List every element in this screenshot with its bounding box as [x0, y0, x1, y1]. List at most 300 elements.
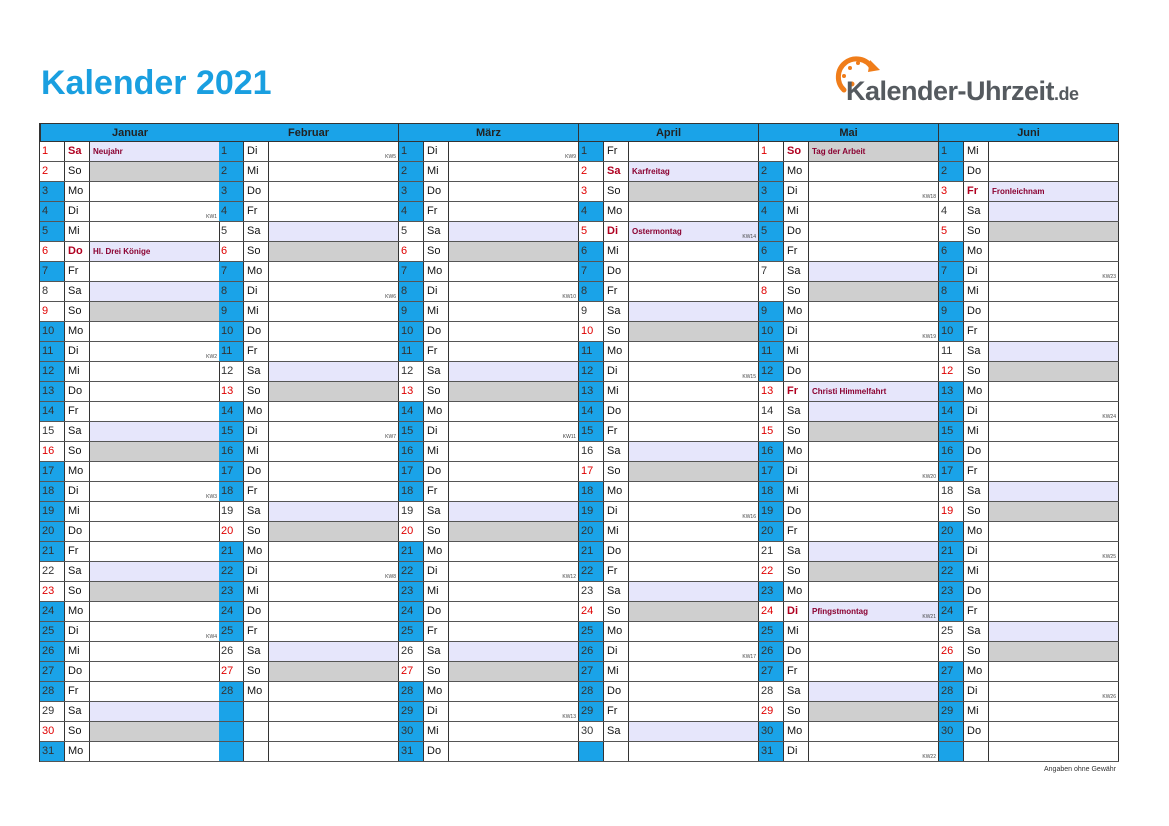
day-row: [939, 602, 1119, 622]
day-row: [759, 582, 939, 602]
day-row: [939, 462, 1119, 482]
day-number: 1: [219, 142, 244, 161]
weekday: Fr: [65, 542, 90, 561]
weekday: Mi: [424, 582, 449, 601]
day-note: [90, 522, 220, 541]
day-row: [759, 542, 939, 562]
day-note: [449, 602, 579, 621]
disclaimer: Angaben ohne Gewähr: [1044, 766, 1116, 773]
day-number: 8: [40, 282, 65, 301]
day-number: 22: [40, 562, 65, 581]
weekday: So: [65, 302, 90, 321]
day-note: [809, 682, 939, 701]
day-note: [629, 682, 759, 701]
day-number: 24: [759, 602, 784, 621]
weekday: Do: [964, 302, 989, 321]
weekday: Mo: [604, 202, 629, 221]
holiday-label: Fronleichnam: [992, 187, 1045, 196]
day-number: 15: [939, 422, 964, 441]
day-note: [90, 642, 220, 661]
day-note: [809, 282, 939, 301]
day-row: [579, 622, 759, 642]
day-row: [399, 462, 579, 482]
day-note: [90, 502, 220, 521]
weekday: Do: [65, 242, 90, 261]
day-note: [629, 402, 759, 421]
day-note: [809, 262, 939, 281]
day-note: [809, 142, 939, 161]
day-note: [269, 182, 399, 201]
month-header: Mai: [759, 123, 939, 142]
day-note: [269, 382, 399, 401]
day-note: [90, 382, 220, 401]
holiday-label: Neujahr: [93, 147, 123, 156]
day-row: [399, 742, 579, 762]
weekday: Do: [604, 402, 629, 421]
day-number: 8: [219, 282, 244, 301]
day-number: 18: [579, 482, 604, 501]
weekday: Sa: [964, 482, 989, 501]
day-row: [759, 302, 939, 322]
weekday: So: [604, 182, 629, 201]
day-note: [269, 302, 399, 321]
weekday: Di: [424, 142, 449, 161]
day-number: 3: [579, 182, 604, 201]
day-note: [989, 302, 1119, 321]
day-note: [449, 302, 579, 321]
weekday: Sa: [604, 582, 629, 601]
day-number: 19: [579, 502, 604, 521]
day-row: [40, 742, 220, 762]
day-row: [40, 662, 220, 682]
day-number: 21: [219, 542, 244, 561]
weekday: Mo: [65, 182, 90, 201]
weekday: Fr: [604, 282, 629, 301]
week-number: KW21: [922, 614, 936, 620]
day-number: 6: [939, 242, 964, 261]
holiday-label: Karfreitag: [632, 167, 670, 176]
day-number: 30: [759, 722, 784, 741]
weekday: So: [784, 282, 809, 301]
week-number: KW18: [922, 194, 936, 200]
day-note: [989, 162, 1119, 181]
weekday: Mi: [604, 242, 629, 261]
day-note: [269, 502, 399, 521]
weekday: Sa: [65, 422, 90, 441]
day-number: 23: [40, 582, 65, 601]
day-row: [40, 422, 220, 442]
weekday: Fr: [964, 602, 989, 621]
day-number: 19: [219, 502, 244, 521]
day-row: [939, 142, 1119, 162]
day-row: [759, 202, 939, 222]
day-number: 24: [399, 602, 424, 621]
day-note: [629, 182, 759, 201]
day-note: [809, 502, 939, 521]
week-number: KW5: [385, 154, 396, 160]
day-number: 1: [399, 142, 424, 161]
day-note: [809, 522, 939, 541]
day-note: [449, 282, 579, 301]
day-number: 9: [759, 302, 784, 321]
weekday: Mo: [964, 242, 989, 261]
day-note: [269, 282, 399, 301]
day-note: [989, 242, 1119, 261]
day-note: [989, 382, 1119, 401]
day-note: [449, 502, 579, 521]
day-note: [90, 682, 220, 701]
day-number: 24: [579, 602, 604, 621]
day-row: [40, 342, 220, 362]
day-note: [989, 522, 1119, 541]
day-note: [449, 422, 579, 441]
day-number: 1: [579, 142, 604, 161]
week-number: KW26: [1102, 694, 1116, 700]
day-row: [40, 382, 220, 402]
day-number: 5: [759, 222, 784, 241]
weekday: Di: [964, 542, 989, 561]
day-note: [90, 602, 220, 621]
weekday: Fr: [604, 422, 629, 441]
day-note: [809, 742, 939, 761]
day-note: [629, 522, 759, 541]
day-number: 15: [40, 422, 65, 441]
day-number: 12: [579, 362, 604, 381]
weekday: Sa: [65, 142, 90, 161]
weekday: Mo: [244, 262, 269, 281]
weekday: Fr: [784, 522, 809, 541]
day-note: [629, 162, 759, 181]
weekday: So: [604, 462, 629, 481]
weekday: Mo: [604, 482, 629, 501]
weekday: [964, 742, 989, 761]
day-number: 22: [579, 562, 604, 581]
day-number: 26: [579, 642, 604, 661]
day-number: 11: [939, 342, 964, 361]
day-note: [90, 342, 220, 361]
weekday: Mo: [604, 622, 629, 641]
day-number: 9: [40, 302, 65, 321]
day-row: [399, 422, 579, 442]
day-number: 14: [579, 402, 604, 421]
day-number: 2: [939, 162, 964, 181]
weekday: Mo: [424, 262, 449, 281]
day-row: [759, 442, 939, 462]
month-column-2: [399, 123, 579, 762]
day-row: [399, 542, 579, 562]
weekday: Mi: [604, 522, 629, 541]
weekday: Sa: [424, 362, 449, 381]
day-row: [579, 582, 759, 602]
day-row: [219, 282, 399, 302]
day-row: [759, 462, 939, 482]
day-note: [809, 602, 939, 621]
day-note: [90, 662, 220, 681]
weekday: Mo: [424, 542, 449, 561]
day-row: [219, 162, 399, 182]
day-row: [759, 282, 939, 302]
weekday: So: [244, 242, 269, 261]
day-note: [989, 742, 1119, 761]
day-number: 4: [399, 202, 424, 221]
weekday: Mo: [65, 602, 90, 621]
day-row: [399, 682, 579, 702]
day-note: [90, 622, 220, 641]
day-note: [269, 662, 399, 681]
day-number: 24: [40, 602, 65, 621]
day-note: [449, 162, 579, 181]
day-row: [579, 602, 759, 622]
weekday: Di: [65, 482, 90, 501]
day-number: 10: [40, 322, 65, 341]
day-row: [399, 702, 579, 722]
weekday: Mi: [784, 202, 809, 221]
weekday: Do: [424, 322, 449, 341]
day-row: [219, 382, 399, 402]
day-row: [759, 382, 939, 402]
day-row: [579, 142, 759, 162]
weekday: Mo: [244, 402, 269, 421]
weekday: [604, 742, 629, 761]
weekday: Mo: [784, 442, 809, 461]
day-row: [219, 362, 399, 382]
day-note: [809, 162, 939, 181]
day-number: 27: [399, 662, 424, 681]
weekday: [244, 722, 269, 741]
day-note: [449, 462, 579, 481]
weekday: Di: [244, 282, 269, 301]
day-number: 11: [40, 342, 65, 361]
day-row: [219, 262, 399, 282]
day-note: [989, 402, 1119, 421]
day-row: [40, 142, 220, 162]
day-note: [989, 702, 1119, 721]
week-number: KW7: [385, 434, 396, 440]
day-row: [219, 182, 399, 202]
day-note: [90, 362, 220, 381]
day-number: 6: [40, 242, 65, 261]
weekday: Di: [964, 682, 989, 701]
weekday: Do: [604, 682, 629, 701]
day-number: [579, 742, 604, 761]
day-row: [399, 162, 579, 182]
day-row: [219, 562, 399, 582]
weekday: Do: [244, 322, 269, 341]
day-row: [759, 342, 939, 362]
day-row: [40, 462, 220, 482]
day-row: [399, 222, 579, 242]
day-number: 15: [399, 422, 424, 441]
day-row: [40, 302, 220, 322]
day-number: 18: [40, 482, 65, 501]
day-note: [989, 582, 1119, 601]
day-row: [219, 222, 399, 242]
weekday: Mi: [424, 442, 449, 461]
weekday: So: [65, 582, 90, 601]
day-note: [449, 482, 579, 501]
day-row: [939, 582, 1119, 602]
day-row: [939, 342, 1119, 362]
weekday: Di: [604, 502, 629, 521]
day-note: [989, 202, 1119, 221]
day-note: [90, 702, 220, 721]
day-row: [939, 502, 1119, 522]
weekday: Do: [964, 442, 989, 461]
day-number: 27: [759, 662, 784, 681]
day-number: 21: [579, 542, 604, 561]
day-note: [449, 442, 579, 461]
day-row: [579, 562, 759, 582]
week-number: KW20: [922, 474, 936, 480]
day-row: [579, 162, 759, 182]
day-number: 22: [399, 562, 424, 581]
day-row: [759, 722, 939, 742]
day-row: [40, 182, 220, 202]
day-number: [219, 742, 244, 761]
day-row: [219, 682, 399, 702]
day-note: [90, 282, 220, 301]
day-note: [629, 722, 759, 741]
day-row: [579, 702, 759, 722]
day-note: [90, 242, 220, 261]
day-note: [269, 642, 399, 661]
day-row: [939, 382, 1119, 402]
day-row: [40, 622, 220, 642]
day-number: 20: [759, 522, 784, 541]
day-row: [399, 562, 579, 582]
weekday: So: [244, 522, 269, 541]
day-row: [219, 442, 399, 462]
day-note: [809, 322, 939, 341]
weekday: Sa: [784, 262, 809, 281]
day-number: 9: [939, 302, 964, 321]
day-row: [939, 282, 1119, 302]
day-note: [989, 182, 1119, 201]
day-number: 12: [759, 362, 784, 381]
day-note: [629, 702, 759, 721]
weekday: Mi: [244, 162, 269, 181]
day-note: [449, 362, 579, 381]
day-note: [449, 682, 579, 701]
holiday-label: Pfingstmontag: [812, 607, 868, 616]
day-note: [809, 562, 939, 581]
day-number: 14: [939, 402, 964, 421]
day-number: 2: [40, 162, 65, 181]
day-note: [90, 182, 220, 201]
day-number: 11: [759, 342, 784, 361]
day-number: 6: [579, 242, 604, 261]
weekday: Do: [784, 502, 809, 521]
day-number: 17: [579, 462, 604, 481]
day-note: [449, 622, 579, 641]
day-number: 18: [219, 482, 244, 501]
day-number: 8: [759, 282, 784, 301]
weekday: Do: [424, 602, 449, 621]
day-row: [939, 682, 1119, 702]
day-note: [269, 722, 399, 741]
week-number: KW3: [206, 494, 217, 500]
day-row: [939, 242, 1119, 262]
day-row: [40, 522, 220, 542]
day-row: [579, 522, 759, 542]
day-number: 19: [40, 502, 65, 521]
day-note: [449, 262, 579, 281]
day-number: 29: [40, 702, 65, 721]
day-note: [269, 742, 399, 761]
weekday: Mo: [784, 302, 809, 321]
day-row: [219, 602, 399, 622]
day-note: [989, 642, 1119, 661]
day-row: [579, 322, 759, 342]
day-note: [449, 222, 579, 241]
day-number: 15: [759, 422, 784, 441]
day-number: 13: [40, 382, 65, 401]
weekday: Do: [784, 362, 809, 381]
day-note: [269, 222, 399, 241]
day-note: [629, 262, 759, 281]
day-number: 20: [939, 522, 964, 541]
weekday: Mo: [65, 322, 90, 341]
day-note: [269, 562, 399, 581]
day-row: [40, 582, 220, 602]
day-number: [219, 722, 244, 741]
day-row: [939, 402, 1119, 422]
day-row: [939, 562, 1119, 582]
day-number: 2: [219, 162, 244, 181]
day-number: 13: [399, 382, 424, 401]
day-number: 25: [399, 622, 424, 641]
day-row: [399, 202, 579, 222]
weekday: Do: [65, 662, 90, 681]
weekday: Sa: [424, 222, 449, 241]
day-row: [579, 262, 759, 282]
day-number: 26: [399, 642, 424, 661]
day-note: [269, 242, 399, 261]
day-row: [759, 362, 939, 382]
weekday: So: [424, 242, 449, 261]
day-row: [579, 202, 759, 222]
day-row: [939, 162, 1119, 182]
day-number: 29: [399, 702, 424, 721]
day-number: 7: [399, 262, 424, 281]
weekday: Mi: [964, 562, 989, 581]
day-note: [989, 142, 1119, 161]
week-number: KW4: [206, 634, 217, 640]
week-number: KW22: [922, 754, 936, 760]
day-row: [579, 302, 759, 322]
day-note: [90, 162, 220, 181]
day-note: [989, 502, 1119, 521]
day-note: [629, 282, 759, 301]
day-note: [90, 462, 220, 481]
day-row: [219, 342, 399, 362]
day-note: [989, 342, 1119, 361]
day-note: [989, 282, 1119, 301]
weekday: Fr: [784, 382, 809, 401]
day-note: [809, 342, 939, 361]
day-note: [449, 742, 579, 761]
day-note: [449, 142, 579, 161]
day-note: [90, 442, 220, 461]
day-row: [939, 222, 1119, 242]
day-number: 31: [399, 742, 424, 761]
day-number: 4: [579, 202, 604, 221]
weekday: Mi: [964, 282, 989, 301]
weekday: So: [65, 162, 90, 181]
day-note: [449, 542, 579, 561]
day-note: [629, 142, 759, 161]
weekday: Fr: [244, 622, 269, 641]
